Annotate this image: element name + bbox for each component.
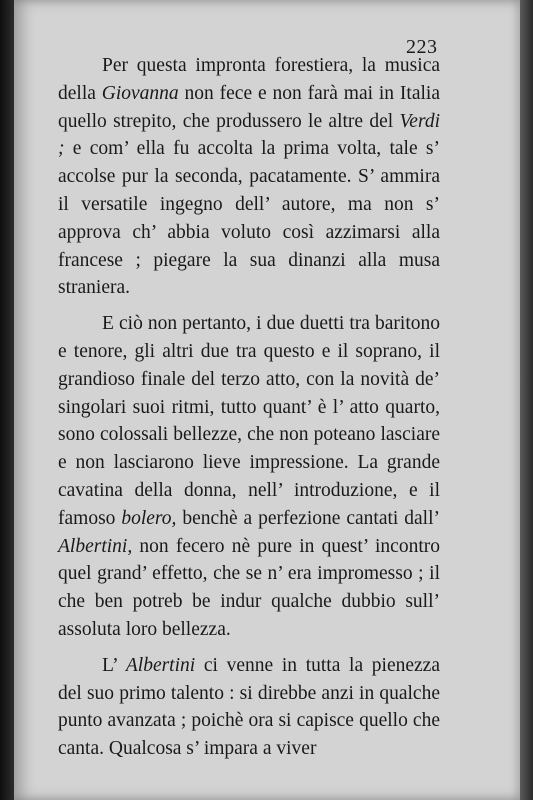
text-run: non fecero nè pure in quest’ incontro quel grand’ effetto, che se n’ era impromesso ; il che ben potreb be indur qualche dubbio sull’ assoluta loro bellezza.	[58, 535, 440, 640]
text-run: E ciò non pertanto, i due duetti tra baritono e tenore, gli altri due tra questo e il soprano, il grandioso finale del terzo atto, con la novità de’ singolari suoi ritmi, tutto quant’ è l’ atto quarto, sono colossali bellezze, che non poteano lasciare e non lasciarono lieve impressione. La grande cavatina della donna, nell’ introduzione, e il famoso	[58, 313, 440, 529]
text-run: benchè a perfezione cantati dall’	[176, 507, 440, 529]
italic-run: Albertini	[125, 654, 196, 676]
page-number: 223	[406, 36, 438, 58]
book-page	[14, 0, 520, 800]
page-text	[58, 52, 440, 763]
paragraph	[58, 52, 440, 302]
italic-run: Verdi ;	[58, 110, 440, 160]
italic-run: bolero,	[121, 507, 177, 529]
italic-run: Giovanna	[101, 82, 179, 104]
page-edge	[520, 0, 533, 800]
paragraph	[58, 310, 440, 644]
text-run: Per questa impronta forestiera, la musica della	[58, 55, 440, 104]
text-run: non fece e non farà mai in Italia quello strepito, che produssero le altre del	[58, 82, 440, 132]
italic-run: Albertini,	[58, 535, 133, 557]
paragraph	[58, 652, 440, 763]
text-run: e com’ ella fu accolta la prima volta, tale s’ accolse pur la seconda, pacatamente. S’ ammira il versatile ingegno dell’ autore, ma non s’ approva ch’ abbia voluto così azzimarsi alla francese ; piegare la sua dinanzi alla musa straniera.	[58, 138, 440, 299]
text-run: L’	[102, 654, 126, 676]
text-run: ci venne in tutta la pienezza del suo primo talento : si direbbe anzi in qualche punto avanzata ; poichè ora si capisce quello che canta. Qualcosa s’ impara a viver	[58, 654, 440, 760]
book-binding	[0, 0, 14, 800]
